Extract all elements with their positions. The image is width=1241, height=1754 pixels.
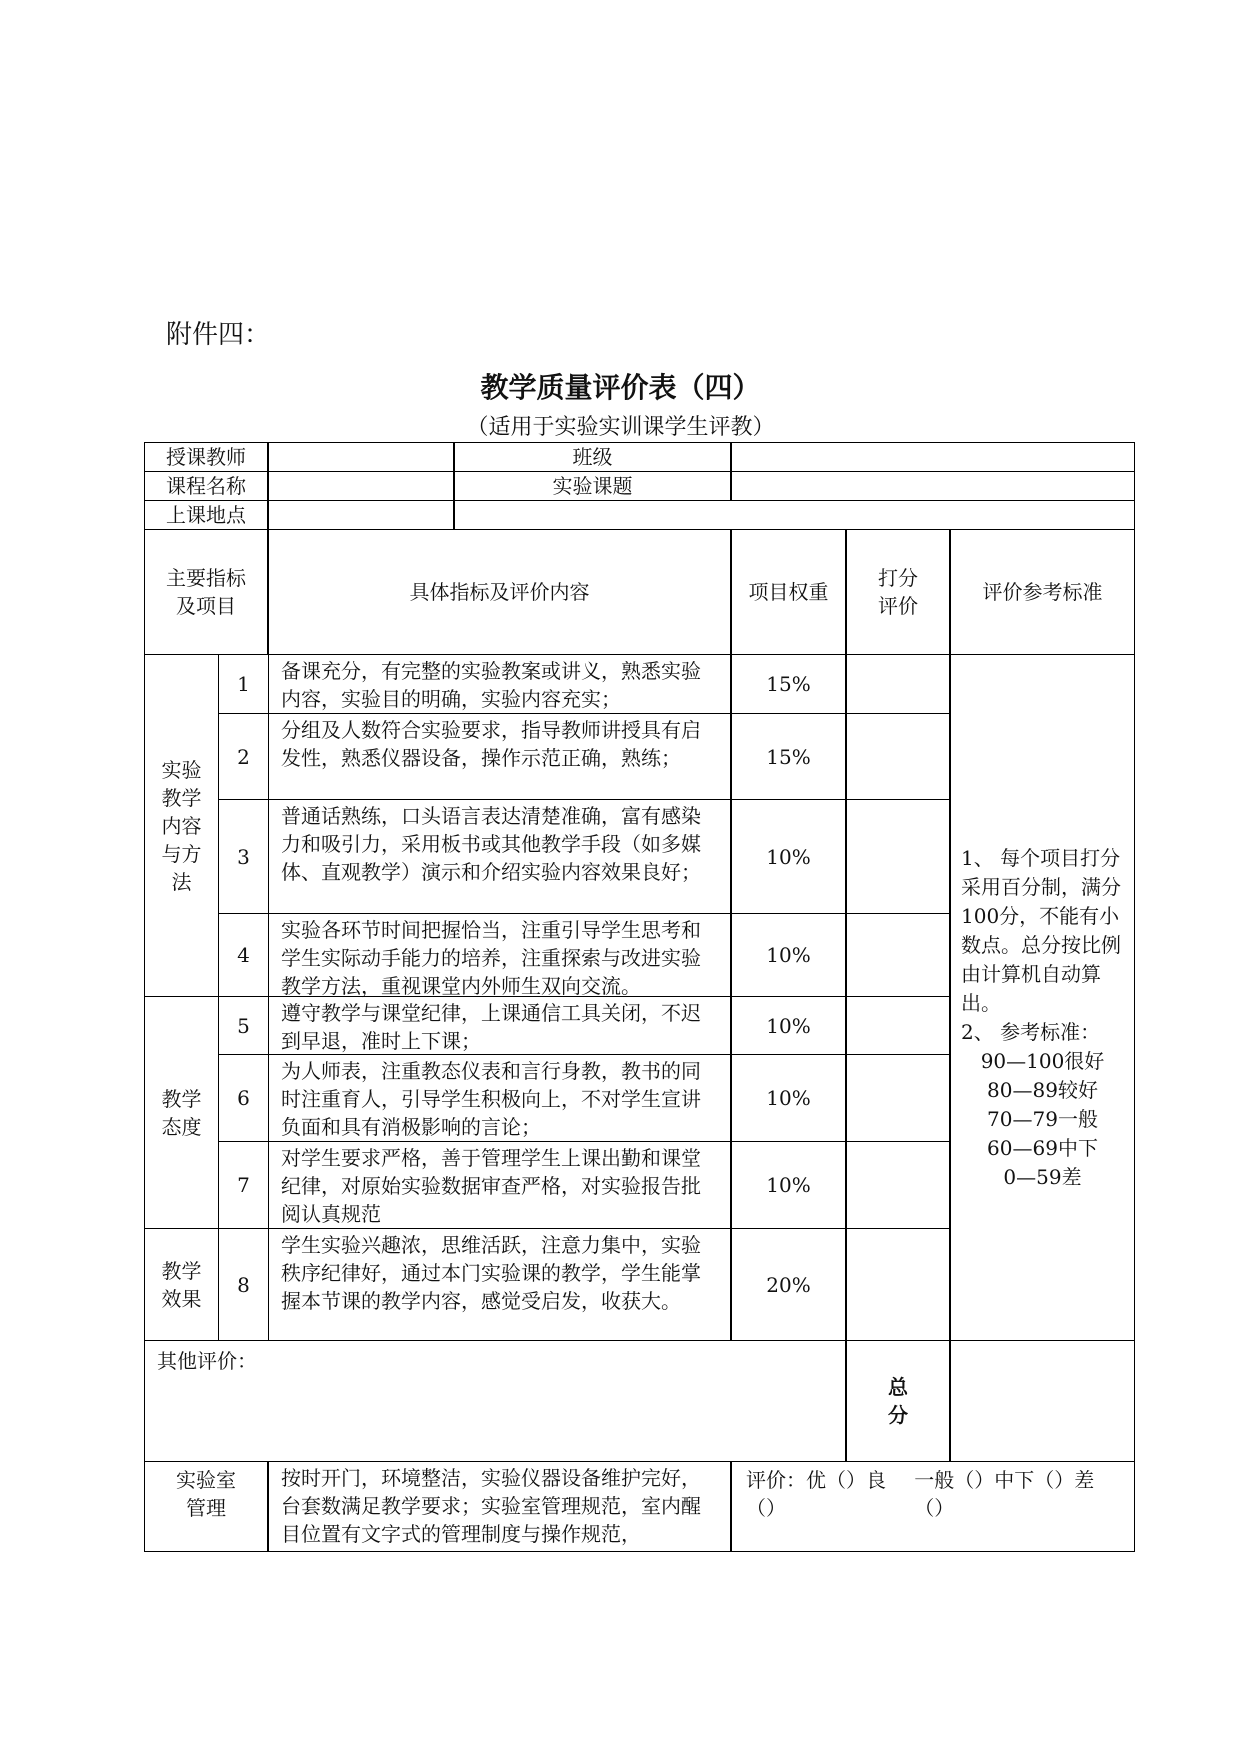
location-label: 上课地点 xyxy=(144,500,268,530)
location-value[interactable] xyxy=(268,500,454,530)
class-label: 班级 xyxy=(454,442,731,472)
standard-level: 90—100很好 xyxy=(980,1048,1105,1073)
item-text: 普通话熟练，口头语言表达清楚准确，富有感染力和吸引力，采用板书或其他教学手段（如多媒体、直观教学）演示和介绍实验内容效果良好； xyxy=(268,799,731,914)
item-number: 3 xyxy=(218,799,269,914)
standard-panel xyxy=(950,654,1135,1341)
total-label: 总分 xyxy=(846,1340,950,1462)
other-evaluation[interactable] xyxy=(144,1340,846,1462)
item-number: 5 xyxy=(218,996,269,1055)
location-extra xyxy=(454,500,1135,530)
item-weight: 20% xyxy=(731,1228,846,1341)
standard-rule-1: 1、 每个项目打分采用百分制，满分100分，不能有小数点。总分按比例由计算机自动算出。 xyxy=(961,845,1121,1015)
item-text: 学生实验兴趣浓，思维活跃，注意力集中，实验秩序纪律好，通过本门实验课的教学，学生能掌握本节课的教学内容，感觉受启发，收获大。 xyxy=(268,1228,731,1341)
category-attitude: 教学态度 xyxy=(144,996,219,1229)
item-weight: 15% xyxy=(731,654,846,714)
attachment-label: 附件四： xyxy=(166,320,271,350)
lab-evaluation[interactable] xyxy=(731,1461,1135,1552)
lab-label: 实验室管理 xyxy=(144,1461,268,1552)
standard-level: 80—89较好 xyxy=(987,1077,1098,1102)
item-text: 遵守教学与课堂纪律，上课通信工具关闭，不迟到早退，准时上下课； xyxy=(268,996,731,1055)
header-content: 具体指标及评价内容 xyxy=(268,529,731,655)
course-label: 课程名称 xyxy=(144,471,268,501)
lab-text: 按时开门，环境整洁，实验仪器设备维护完好，台套数满足教学要求；实验室管理规范，室内醒目位置有文字式的管理制度与操作规范， xyxy=(268,1461,731,1552)
item-text: 备课充分，有完整的实验教案或讲义，熟悉实验内容，实验目的明确，实验内容充实； xyxy=(268,654,731,714)
standard-level: 70—79一般 xyxy=(987,1106,1098,1131)
item-number: 7 xyxy=(218,1141,269,1229)
header-weight: 项目权重 xyxy=(731,529,846,655)
standard-level: 60—69中下 xyxy=(987,1135,1098,1160)
topic-label: 实验课题 xyxy=(454,471,731,501)
item-weight: 10% xyxy=(731,1141,846,1229)
header-main-indicator: 主要指标及项目 xyxy=(144,529,268,655)
standard-rule-2: 2、 参考标准： xyxy=(961,1019,1101,1044)
item-weight: 10% xyxy=(731,1054,846,1142)
item-score-input[interactable] xyxy=(846,913,950,997)
item-weight: 10% xyxy=(731,799,846,914)
item-number: 4 xyxy=(218,913,269,997)
item-score-input[interactable] xyxy=(846,1141,950,1229)
header-standard: 评价参考标准 xyxy=(950,529,1135,655)
class-value[interactable] xyxy=(731,442,1135,472)
item-number: 1 xyxy=(218,654,269,714)
topic-value[interactable] xyxy=(731,471,1135,501)
other-evaluation-label: 其他评价： xyxy=(157,1349,257,1373)
item-weight: 10% xyxy=(731,913,846,997)
standard-level: 0—59差 xyxy=(1003,1164,1082,1189)
category-effect: 教学效果 xyxy=(144,1228,219,1341)
item-weight: 10% xyxy=(731,996,846,1055)
item-score-input[interactable] xyxy=(846,1054,950,1142)
item-score-input[interactable] xyxy=(846,996,950,1055)
item-score-input[interactable] xyxy=(846,799,950,914)
page-subtitle: （适用于实验实训课学生评教） xyxy=(466,415,775,440)
item-weight: 15% xyxy=(731,713,846,800)
item-score-input[interactable] xyxy=(846,654,950,714)
item-number: 6 xyxy=(218,1054,269,1142)
item-score-input[interactable] xyxy=(846,713,950,800)
page-title: 教学质量评价表（四） xyxy=(480,371,761,404)
lab-eval-line-1: 评价：优（）良（） xyxy=(746,1468,886,1520)
teacher-value[interactable] xyxy=(268,442,454,472)
item-number: 8 xyxy=(218,1228,269,1341)
item-text: 实验各环节时间把握恰当，注重引导学生思考和学生实际动手能力的培养，注重探索与改进实验教学方法，重视课堂内外师生双向交流。 xyxy=(268,913,731,997)
evaluation-table xyxy=(145,443,1135,1553)
total-value[interactable] xyxy=(950,1340,1135,1462)
item-text: 为人师表，注重教态仪表和言行身教，教书的同时注重育人，引导学生积极向上，不对学生宣讲负面和具有消极影响的言论； xyxy=(268,1054,731,1142)
course-value[interactable] xyxy=(268,471,454,501)
item-text: 对学生要求严格，善于管理学生上课出勤和课堂纪律，对原始实验数据审查严格，对实验报告批阅认真规范 xyxy=(268,1141,731,1229)
lab-eval-line-2: 一般（）中下（）差（） xyxy=(914,1468,1095,1520)
category-content-method: 实验教学内容与方法 xyxy=(144,654,219,997)
item-text: 分组及人数符合实验要求，指导教师讲授具有启发性，熟悉仪器设备，操作示范正确，熟练； xyxy=(268,713,731,800)
item-number: 2 xyxy=(218,713,269,800)
item-score-input[interactable] xyxy=(846,1228,950,1341)
header-score: 打分评价 xyxy=(846,529,950,655)
teacher-label: 授课教师 xyxy=(144,442,268,472)
